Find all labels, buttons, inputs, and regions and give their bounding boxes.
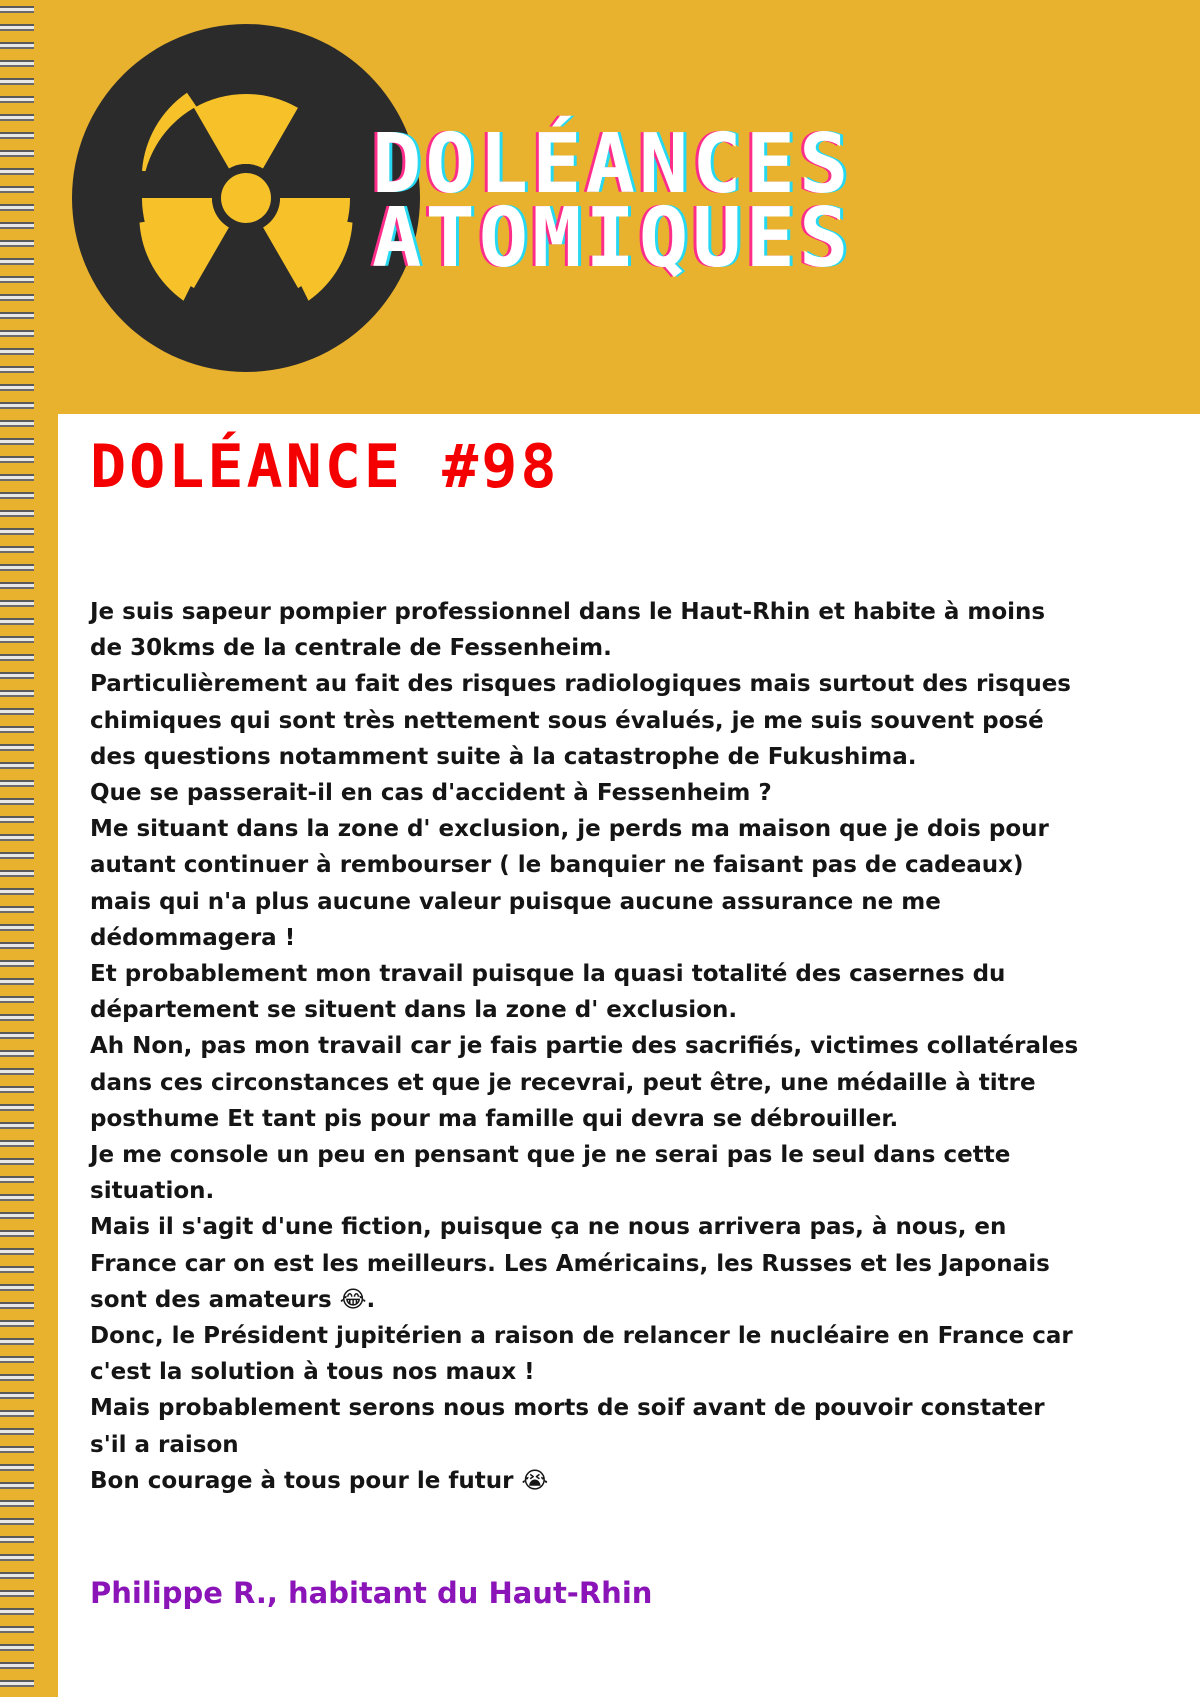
text-line: chimiques qui sont très nettement sous évalués, je me suis souvent posé bbox=[90, 707, 1044, 734]
doleance-number-heading: DOLÉANCE #98 bbox=[90, 432, 560, 502]
text-line: situation. bbox=[90, 1178, 215, 1205]
text-line: Particulièrement au fait des risques radiologiques mais surtout des risques bbox=[90, 671, 1071, 698]
text-line: dédommagera ! bbox=[90, 924, 296, 951]
text-line: Bon courage à tous pour le futur 😭 bbox=[90, 1467, 549, 1494]
spiral-binding-strip bbox=[0, 0, 58, 1697]
text-line: Mais il s'agit d'une fiction, puisque ça ne nous arrivera pas, à nous, en bbox=[90, 1214, 1007, 1241]
text-line: Me situant dans la zone d' exclusion, je perds ma maison que je dois pour bbox=[90, 816, 1049, 843]
radiation-trefoil-icon bbox=[72, 24, 420, 372]
text-line: de 30kms de la centrale de Fessenheim. bbox=[90, 635, 612, 662]
main-title bbox=[372, 117, 1172, 286]
spiral-coil bbox=[0, 0, 34, 1697]
text-line: Je suis sapeur pompier professionnel dans le Haut-Rhin et habite à moins bbox=[90, 599, 1046, 625]
main-title-line-1: DOLÉANCES bbox=[372, 117, 853, 212]
text-line: c'est la solution à tous nos maux ! bbox=[90, 1359, 535, 1386]
text-line: Ah Non, pas mon travail car je fais partie des sacrifiés, victimes collatérales bbox=[90, 1033, 1079, 1060]
text-line: des questions notamment suite à la catastrophe de Fukushima. bbox=[90, 743, 917, 770]
text-line: département se situent dans la zone d' exclusion. bbox=[90, 997, 738, 1024]
text-line: Et probablement mon travail puisque la quasi totalité des casernes du bbox=[90, 961, 1006, 988]
text-line: mais qui n'a plus aucune valeur puisque aucune assurance ne me bbox=[90, 888, 941, 915]
text-line: Que se passerait-il en cas d'accident à Fessenheim ? bbox=[90, 780, 772, 807]
text-line: dans ces circonstances et que je recevrai, peut être, une médaille à titre bbox=[90, 1069, 1036, 1096]
text-line: sont des amateurs 😂. bbox=[90, 1286, 376, 1313]
main-title-line-2: ATOMIQUES bbox=[372, 191, 853, 286]
text-line: Mais probablement serons nous morts de soif avant de pouvoir constater bbox=[90, 1395, 1045, 1422]
text-line: autant continuer à rembourser ( le banquier ne faisant pas de cadeaux) bbox=[90, 852, 1024, 879]
text-line: posthume Et tant pis pour ma famille qui devra se débrouiller. bbox=[90, 1105, 899, 1132]
text-line: s'il a raison bbox=[90, 1431, 239, 1458]
author-signature: Philippe R., habitant du Haut-Rhin bbox=[90, 1576, 653, 1610]
text-line: Donc, le Président jupitérien a raison de relancer le nucléaire en France car bbox=[90, 1323, 1073, 1350]
testimony-text bbox=[90, 594, 1100, 1499]
text-line: Je me console un peu en pensant que je ne serai pas le seul dans cette bbox=[90, 1142, 1011, 1169]
text-line: France car on est les meilleurs. Les Américains, les Russes et les Japonais bbox=[90, 1250, 1050, 1277]
